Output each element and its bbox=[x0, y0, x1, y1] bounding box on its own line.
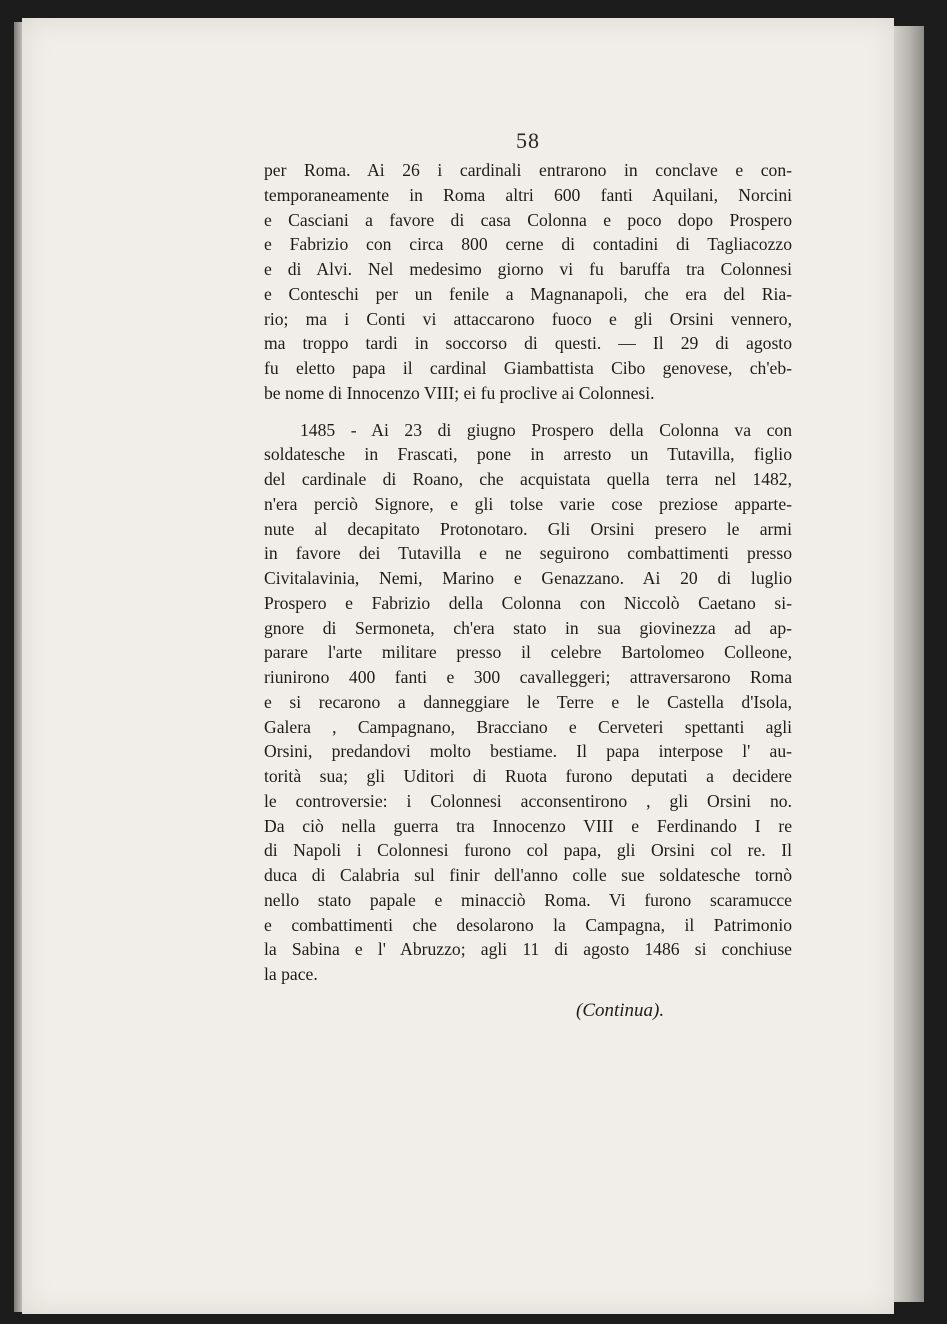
text-line: temporaneamente in Roma altri 600 fanti Aquilani, Norcini bbox=[264, 184, 792, 205]
text-line: Orsini, predandovi molto bestiame. Il papa interpose l' au- bbox=[264, 741, 792, 762]
text-line: rio; ma i Conti vi attaccarono fuoco e gli Orsini vennero, bbox=[264, 308, 792, 329]
text-line: e Casciani a favore di casa Colonna e poco dopo Prospero bbox=[264, 209, 792, 230]
text-line: soldatesche in Frascati, pone in arresto un Tutavilla, figlio bbox=[264, 444, 792, 465]
text-line: ma troppo tardi in soccorso di questi. — Il 29 di agosto bbox=[264, 333, 792, 354]
text-line: la Sabina e l' Abruzzo; agli 11 di agosto 1486 si conchiuse bbox=[264, 939, 792, 960]
text-line: Galera , Campagnano, Bracciano e Cerveteri spettanti agli bbox=[264, 716, 792, 737]
text-line: in favore dei Tutavilla e ne seguirono combattimenti presso bbox=[264, 543, 792, 564]
text-line: nello stato papale e minacciò Roma. Vi furono scaramucce bbox=[264, 889, 792, 910]
page-number: 58 bbox=[516, 128, 540, 153]
text-line: e combattimenti che desolarono la Campagna, il Patrimonio bbox=[264, 914, 792, 935]
next-page-edge bbox=[890, 26, 924, 1302]
text-line: riunirono 400 fanti e 300 cavalleggeri; attraversarono Roma bbox=[264, 667, 792, 687]
text-line: n'era perciò Signore, e gli tolse varie cose preziose apparte- bbox=[264, 493, 792, 514]
text-line: e si recarono a danneggiare le Terre e le Castella d'Isola, bbox=[264, 691, 792, 712]
text-line: la pace. bbox=[264, 964, 318, 984]
text-line: 1485 - Ai 23 di giugno Prospero della Colonna va con bbox=[300, 419, 792, 440]
text-line: Civitalavinia, Nemi, Marino e Genazzano. Ai 20 di luglio bbox=[264, 568, 792, 588]
text-line: duca di Calabria sul finir dell'anno colle sue soldatesche tornò bbox=[264, 865, 792, 885]
continuation-note: (Continua). bbox=[576, 1000, 665, 1021]
text-line: per Roma. Ai 26 i cardinali entrarono in conclave e con- bbox=[264, 160, 792, 180]
text-line: e Fabrizio con circa 800 cerne di contadini di Tagliacozzo bbox=[264, 234, 792, 255]
paragraph-gap bbox=[264, 406, 792, 418]
page-body bbox=[264, 158, 792, 987]
text-line: e Conteschi per un fenile a Magnanapoli, che era del Ria- bbox=[264, 283, 792, 304]
text-line: nute al decapitato Protonotaro. Gli Orsini presero le armi bbox=[264, 518, 792, 539]
text-line: parare l'arte militare presso il celebre Bartolomeo Colleone, bbox=[264, 642, 792, 663]
text-line: Prospero e Fabrizio della Colonna con Niccolò Caetano si- bbox=[264, 592, 792, 613]
text-line: del cardinale di Roano, che acquistata quella terra nel 1482, bbox=[264, 469, 792, 489]
text-line: e di Alvi. Nel medesimo giorno vi fu baruffa tra Colonnesi bbox=[264, 259, 792, 279]
paragraph-1 bbox=[264, 158, 792, 406]
text-line: gnore di Sermoneta, ch'era stato in sua giovinezza ad ap- bbox=[264, 617, 792, 638]
text-line: di Napoli i Colonnesi furono col papa, gli Orsini col re. Il bbox=[264, 840, 792, 861]
text-line: fu eletto papa il cardinal Giambattista Cibo genovese, ch'eb- bbox=[264, 358, 792, 378]
paragraph-2 bbox=[264, 418, 792, 987]
text-line: be nome di Innocenzo VIII; ei fu proclive ai Colonnesi. bbox=[264, 382, 655, 403]
text-line: le controversie: i Colonnesi acconsentirono , gli Orsini no. bbox=[264, 790, 792, 811]
text-line: torità sua; gli Uditori di Ruota furono deputati a decidere bbox=[264, 766, 792, 786]
text-line: Da ciò nella guerra tra Innocenzo VIII e Ferdinando I re bbox=[264, 815, 792, 836]
